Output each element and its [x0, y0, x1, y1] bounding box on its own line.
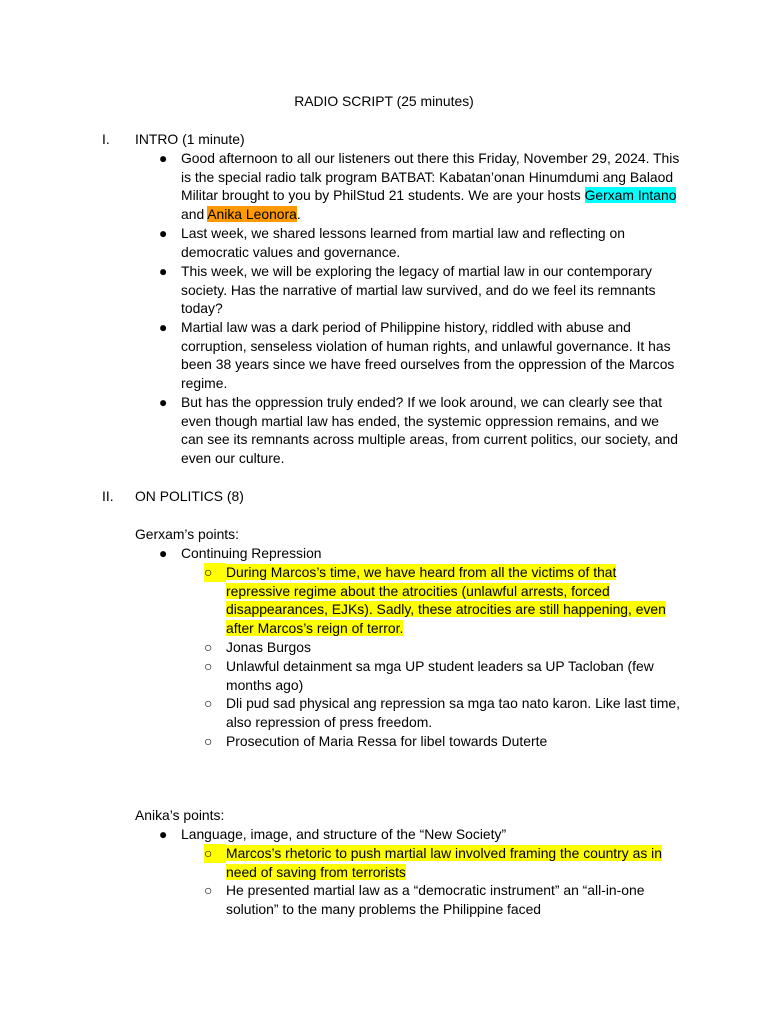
bullet-icon: ● [159, 826, 168, 842]
list-item: Continuing Repression [181, 545, 322, 561]
bullet-icon: ● [159, 319, 168, 335]
section-heading: ON POLITICS (8) [135, 488, 244, 504]
section-number: II. [102, 488, 114, 504]
anika-points-heading: Anika’s points: [135, 807, 225, 823]
sub-list-item: Prosecution of Maria Ressa for libel towards Duterte [226, 733, 548, 749]
document-title: RADIO SCRIPT (25 minutes) [294, 93, 474, 109]
list-item: But has the oppression truly ended? If we look around, we can clearly see that even though martial law has ended, the systemic oppression remains, and we can see its remnants across multiple areas, from current politics, our society, and even our culture. [181, 394, 678, 466]
host-name-gerxam: Gerxam Intano [584, 187, 677, 203]
host-name-anika: Anika Leonora [207, 205, 297, 222]
gerxam-points-heading: Gerxam’s points: [135, 526, 239, 542]
bullet-icon: ● [159, 263, 168, 279]
section-heading: INTRO (1 minute) [135, 131, 245, 147]
bullet-icon: ● [159, 150, 168, 166]
list-item: This week, we will be exploring the legacy of martial law in our contemporary society. Has the narrative of martial law survived, and do we feel its remnants today? [181, 263, 656, 316]
sub-bullet-icon: ○ [204, 844, 226, 863]
sub-bullet-icon: ○ [204, 733, 213, 749]
sub-bullet-icon: ○ [204, 882, 213, 898]
sub-bullet-icon: ○ [204, 658, 213, 674]
sub-bullet-icon: ○ [204, 695, 213, 711]
list-item: Last week, we shared lessons learned from martial law and reflecting on democratic values and governance. [181, 225, 625, 260]
bullet-icon: ● [159, 394, 168, 410]
sub-list-item: Jonas Burgos [226, 639, 311, 655]
sub-bullet-icon: ○ [204, 639, 213, 655]
list-item: Good afternoon to all our listeners out there this Friday, November 29, 2024. This is the special radio talk program BATBAT: Kabatan’onan Hinumdumi ang Balaod Militar brought to you by PhilStud 21 students. We are your hosts Gerxam Intano and Anika Leonora. [181, 150, 680, 222]
sub-list-item: Unlawful detainment sa mga UP student leaders sa UP Tacloban (few months ago) [226, 658, 654, 693]
sub-list-item: Dli pud sad physical ang repression sa mga tao nato karon. Like last time, also repression of press freedom. [226, 695, 681, 730]
section-number: I. [102, 131, 110, 147]
bullet-icon: ● [159, 545, 168, 561]
list-item: Martial law was a dark period of Philippine history, riddled with abuse and corruption, senseless violation of human rights, and unlawful governance. It has been 38 years since we have freed ourselves from the oppression of the Marcos regime. [181, 319, 675, 391]
sub-list-item: He presented martial law as a “democratic instrument” an “all-in-one solution” to the many problems the Philippine faced [226, 882, 645, 917]
sub-list-item: Marcos’s rhetoric to push martial law involved framing the country as in need of saving from terrorists [226, 845, 662, 880]
sub-bullet-icon: ○ [204, 563, 226, 582]
sub-list-item: During Marcos’s time, we have heard from all the victims of that repressive regime about the atrocities (unlawful arrests, forced disappearances, EJKs). Sadly, these atrocities are still happening, even after Marcos’s reign of terror. [226, 564, 666, 636]
list-item: Language, image, and structure of the “New Society” [181, 826, 507, 842]
bullet-icon: ● [159, 225, 168, 241]
